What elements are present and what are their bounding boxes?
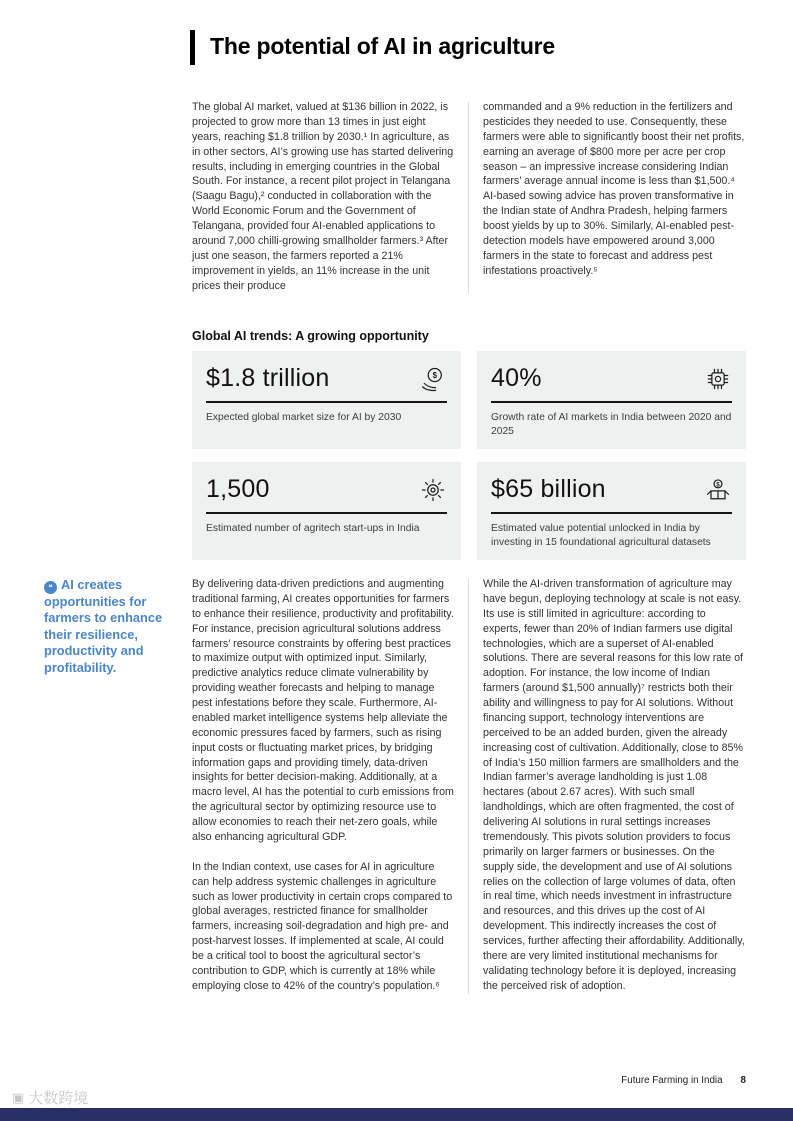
column-divider [468,102,469,293]
footer-page-number: 8 [740,1075,746,1086]
stat-card-startups [192,462,461,560]
stat-card-growth-rate [477,351,746,449]
stat-value: 1,500 [206,475,270,504]
stat-description: Estimated value potential unlocked in India by investing in 15 foundational agricultural datasets [491,523,711,548]
stat-value: 40% [491,364,542,392]
stat-description: Estimated number of agritech start-ups in India [206,523,420,535]
stat-card-header [491,475,732,514]
body-paragraph-3: While the AI-driven transformation of agriculture may have begun, deploying technology at scale is not easy. Its use is still limited in agriculture: according to experts, fewer than 20% of Indian farmers use digital technologies, which are a superset of AI-enabled solutions. There are several reasons for this low rate of adoption. For instance, the low income of Indian farmers (around $1,500 annually)⁷ restricts both their ability and willingness to pay for AI solutions. Without financing support, technology interventions are perceived to be an added burden, given the already increasing cost of cultivation. Additionally, close to 85% of India’s 150 million farmers are smallholders and the Indian farmer’s average landholding is just 1.08 hectares (about 2.67 acres). With such small landholdings, which are often fragmented, the cost of delivering AI solutions in rural settings increases tremendously. This pivots solution providers to focus primarily on larger farmers or businesses. On the supply side, the development and use of AI solutions relies on the collection of large volumes of data, often in real time, which needs investment in infrastructure and resources, and this drives up the cost of AI development. This indirectly increases the cost of services, further affecting their affordability. Additionally, there are very limited institutional mechanisms for validating technology before it is deployed, increasing the perceived risk of adoption. [483,578,745,992]
stat-card-header [491,364,732,403]
stat-description: Growth rate of AI markets in India between 2020 and 2025 [491,412,732,437]
body-col1 [192,577,454,994]
column-divider [468,579,469,994]
stats-card-grid [192,351,746,560]
stat-card-dataset-value [477,462,746,560]
intro-paragraph-col2: commanded and a 9% reduction in the fertilizers and pesticides they needed to use. Consequently, these farmers were able to significantly boost their net profits, earning an average of $800 more per acre per crop season – an impressive increase considering Indian farmers’ average annual income is less than $1,500.⁴ AI-based sowing advice has proven transformative in the Indian state of Andhra Pradesh, helping farmers boost yields by up to 30%. Similarly, AI-enabled pest-detection models have empowered around 3,000 farmers in the state to forecast and address pest infestations proactively.⁵ [483,101,745,277]
svg-text:$: $ [432,371,437,381]
footer-report-title: Future Farming in India [621,1075,723,1086]
svg-text:$: $ [716,481,720,489]
callout-text: AI creates opportunities for farmers to enhance their resilience, productivity and profitability. [44,577,163,675]
body-section [192,577,748,994]
dollar-coin-icon [419,365,447,393]
intro-section [192,100,748,293]
margin-callout [44,577,180,676]
stat-value: $1.8 trillion [206,364,330,392]
stat-description: Expected global market size for AI by 2030 [206,412,402,423]
intro-paragraph-col1: The global AI market, valued at $136 billion in 2022, is projected to grow more than 13 times in just eight years, reaching $1.8 trillion by 2030.¹ In agriculture, as in other sectors, AI’s growing use has started delivering results, including in emerging countries in the Global South. For instance, a recent pilot project in Telangana (Saagu Bagu),² conducted in collaboration with the World Economic Forum and the Government of Telangana, provided four AI-enabled applications to around 7,000 chilli-growing smallholder farmers.³ After just one season, the farmers reported a 21% improvement in yields, an 11% increase in the unit prices their produce [192,101,454,292]
dataset-value-icon [704,476,732,504]
body-paragraph-2: In the Indian context, use cases for AI in agriculture can help address systemic challenges in agriculture such as lower productivity in certain crops compared to global averages, restricted finance for smallholder farmers, increasing soil-degradation and high pre- and post-harvest losses. If implemented at scale, AI could be a critical tool to boost the agricultural sector’s contribution to GDP, which is currently at 18% while employing close to 42% of the country’s population.⁶ [192,860,453,992]
ai-chip-icon [704,365,732,393]
watermark [12,1087,88,1108]
bottom-accent-bar [0,1108,793,1121]
gear-icon [419,476,447,504]
page-footer [192,1075,746,1086]
stat-value: $65 billion [491,475,606,504]
stat-card-market-size [192,351,461,449]
body-paragraph-1: By delivering data-driven predictions and augmenting traditional farming, AI creates opportunities for farmers to enhance their resilience, productivity and profitability. For instance, precision agricultural solutions address farmers’ resource constraints by offering best practices to maximize output with optimized input. Similarly, predictive analytics reduce climate vulnerability by providing weather forecasts and helping to manage pest infestations before they scale. Furthermore, AI-enabled market intelligence systems help alleviate the economic pressures faced by farmers, such as rising input costs or fluctuating market prices, by bridging information gaps and providing timely, data-driven insights for better decision-making. Additionally, at a macro level, AI has the potential to curb emissions from the agricultural sector by optimizing resource use to allow economies to reach their net-zero goals, while also enhancing agricultural GDP. [192,578,454,843]
page-title-block [190,30,555,65]
stat-card-header [206,364,447,403]
stats-section-heading: Global AI trends: A growing opportunity [192,329,429,343]
watermark-logo-icon: ▣ [12,1089,25,1105]
callout-quote-icon: ❝ [44,581,57,594]
page-title: The potential of AI in agriculture [210,33,556,59]
body-col2 [483,577,745,994]
watermark-text: 大数跨境 [28,1090,89,1107]
stat-card-header [206,475,447,514]
